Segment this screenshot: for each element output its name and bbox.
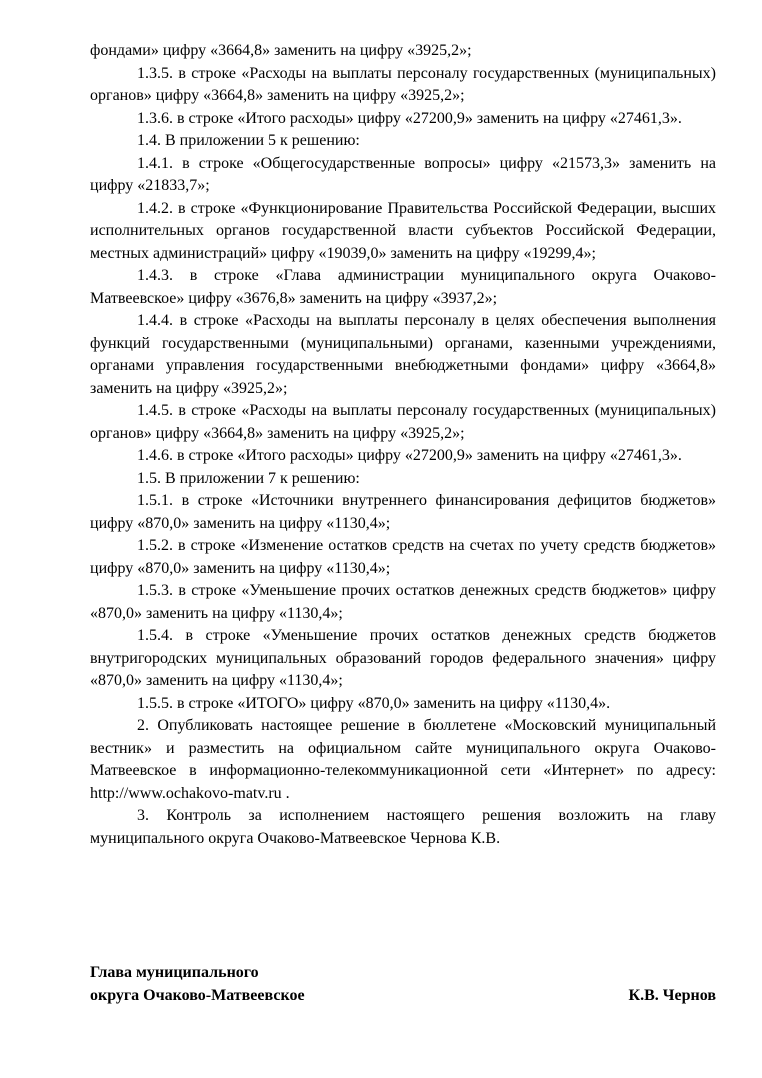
signature-block [90, 962, 716, 1007]
signature-row [90, 985, 716, 1008]
document-body [90, 40, 716, 850]
paragraph-1-4-5: 1.4.5. в строке «Расходы на выплаты персоналу государственных (муниципальных) органов» цифру «3664,8» заменить на цифру «3925,2»; [90, 402, 716, 442]
paragraph-1-4-6: 1.4.6. в строке «Итого расходы» цифру «27200,9» заменить на цифру «27461,3». [137, 447, 682, 464]
signature-title-line1: Глава муниципального [90, 964, 259, 981]
paragraph-1-5-4: 1.5.4. в строке «Уменьшение прочих остатков денежных средств бюджетов внутригородских муниципальных образований городов федерального значения» цифру «870,0» заменить на цифру «1130,4»; [90, 627, 716, 689]
paragraph-3: 3. Контроль за исполнением настоящего решения возложить на главу муниципального округа Очаково-Матвеевское Чернова К.В. [90, 807, 716, 847]
paragraph-1-4-4: 1.4.4. в строке «Расходы на выплаты персоналу в целях обеспечения выполнения функций государственными (муниципальными) органами, казенными учреждениями, органами управления государственными внебюджетными фондами» цифру «3664,8» заменить на цифру «3925,2»; [90, 312, 716, 397]
signature-title-line2: округа Очаково-Матвеевское [90, 986, 305, 1004]
paragraph-2: 2. Опубликовать настоящее решение в бюллетене «Московский муниципальный вестник» и разместить на официальном сайте муниципального округа Очаково-Матвеевское в информационно-телекоммуникационной сети «Интернет» по адресу: http://www.ochakovo-matv.ru . [90, 717, 716, 802]
paragraph-1-5-5: 1.5.5. в строке «ИТОГО» цифру «870,0» заменить на цифру «1130,4». [137, 694, 611, 712]
paragraph-1-5: 1.5. В приложении 7 к решению: [137, 469, 360, 487]
paragraph-1-5-3: 1.5.3. в строке «Уменьшение прочих остатков денежных средств бюджетов» цифру «870,0» заменить на цифру «1130,4»; [90, 582, 716, 622]
paragraph-1-4-1: 1.4.1. в строке «Общегосударственные вопросы» цифру «21573,3» заменить на цифру «21833,7»; [90, 154, 716, 194]
paragraph-1-3-6: 1.3.6. в строке «Итого расходы» цифру «27200,9» заменить на цифру «27461,3». [137, 109, 682, 127]
paragraph-1-5-2: 1.5.2. в строке «Изменение остатков средств на счетах по учету средств бюджетов» цифру «870,0» заменить на цифру «1130,4»; [90, 537, 716, 577]
paragraph-1-3-5: 1.3.5. в строке «Расходы на выплаты персоналу государственных (муниципальных) органов» цифру «3664,8» заменить на цифру «3925,2»; [90, 64, 716, 104]
signature-name: К.В. Чернов [628, 986, 716, 1004]
paragraph-1-4-2: 1.4.2. в строке «Функционирование Правительства Российской Федерации, высших исполнительных органов государственной власти субъектов Российской Федерации, местных администраций» цифру «19039,0» заменить на цифру «19299,4»; [90, 199, 716, 262]
paragraph-1-4-3: 1.4.3. в строке «Глава администрации муниципального округа Очаково-Матвеевское» цифру «3676,8» заменить на цифру «3937,2»; [90, 267, 716, 307]
paragraph-1-4: 1.4. В приложении 5 к решению: [137, 132, 360, 149]
paragraph-continuation: фондами» цифру «3664,8» заменить на цифру «3925,2»; [90, 42, 472, 59]
paragraph-1-5-1: 1.5.1. в строке «Источники внутреннего финансирования дефицитов бюджетов» цифру «870,0» заменить на цифру «1130,4»; [90, 492, 716, 532]
